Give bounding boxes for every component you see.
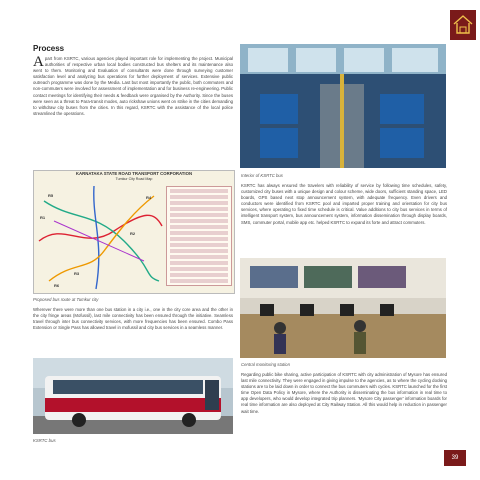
bus-interior-caption: Interior of KSRTC bus [241, 173, 283, 178]
monitoring-caption: Central monitoring station [241, 362, 290, 367]
page-number: 39 [444, 450, 466, 466]
intro-text: part from KSRTC, various agencies played important role for implementing the project. Municipal authorities of respective urban local bodies constructed bus shelters and its maintenance also went to them. Monitoring and Evaluation of consultants were done through surveying customer satisfaction level and analyzing bus operations for further deployment of services. Extensive public outreach programme was done by the Media. Last but most importantly the public, both commuters and non-commuters were involved for assessment of implementation and for business re-engineering. Public contact meetings for identifying their needs & feedback were organised by the Authority. Since the buses were seen as a threat to Para-transit modes, auto rickshaw unions went on strike in the cities demanding to withdraw city buses from the cities. In this regard, KSRTC with the assistance of the local police streamlined the operations. [33, 56, 233, 116]
house-emblem-icon [450, 10, 476, 40]
bus-interior-illustration [240, 44, 446, 168]
ksrtc-bus-caption: KSRTC bus [33, 438, 56, 443]
section-title: Process [33, 44, 65, 53]
monitoring-station-illustration [240, 258, 446, 358]
route-map [33, 170, 235, 294]
map-label-r3: R3 [74, 271, 80, 276]
map-header: KARNATAKA STATE ROAD TRANSPORT CORPORATION [75, 171, 193, 176]
map-label-r6: R6 [54, 283, 60, 288]
ksrtc-bus-illustration [33, 358, 233, 434]
map-label-r2: R2 [130, 231, 136, 236]
ksrtc-logo [450, 10, 476, 40]
left-paragraph-2: Wherever there were more than one bus station in a city i.e., one in the city core area and the other in the city fringe areas (Mofussil), last mile connectivity has been ensured through the initiative. Seamless travel through inter bus connectivity services, with more frequencies has been ensured. Combo Pass Extension or Single Pass has allowed travel in mofussil and city bus services in a seamless manner. [33, 307, 233, 331]
ksrtc-bus-photo [33, 358, 233, 434]
intro-paragraph [33, 56, 233, 117]
bus-map-caption: Proposed bus route at Tumkur city [33, 297, 99, 302]
map-label-r5: R5 [48, 193, 54, 198]
monitoring-station-photo [240, 258, 446, 358]
map-legend [166, 186, 232, 286]
bus-interior-photo [240, 44, 446, 168]
map-subheader: Tumkur City Road Map [115, 177, 153, 181]
map-label-r1: R1 [40, 215, 46, 220]
map-routes-illustration [34, 181, 164, 293]
right-paragraph-1: KSRTC has always ensured the travelers with reliability of service by following time schedules, safety, customized city buses with a unique design and colour scheme, wide doors, sufficient standing space, LED boards, GPS based next stop announcement system, with adequate frequency. Even drivers and conductors were identified from KSRTC pool and imparted proper training and orientation for city bus services, where operating to fixed time schedule is critical. Value additions to city bus services in terms of intelligent transport system, bus announcement system, information dissemination through display boards, SMS, commuter portal, mobile app etc. helped KSRTC to expand its forte and attract commuters. [241, 183, 447, 225]
map-label-r4: R4 [146, 195, 152, 200]
dropcap: A [33, 54, 44, 70]
right-paragraph-2: Regarding public bike sharing, active participation of KSRTC with city administration of Mysore has ensured last mile connectivity. They were engaged in giving impulse to the agencies, as to where the cycling docking stations are to be laid down in order to connect the bus commuters with cycles. KSRTC launched for the first time Open Data Policy in Mysore, where the Authority is disseminating the bus information in real time to app developers, who would develop integrated trip planners. 'Mysore City passenger' information boards for real time information are also deployed at City Railway Station. All this would help in reduction in passenger wait time. [241, 372, 447, 414]
